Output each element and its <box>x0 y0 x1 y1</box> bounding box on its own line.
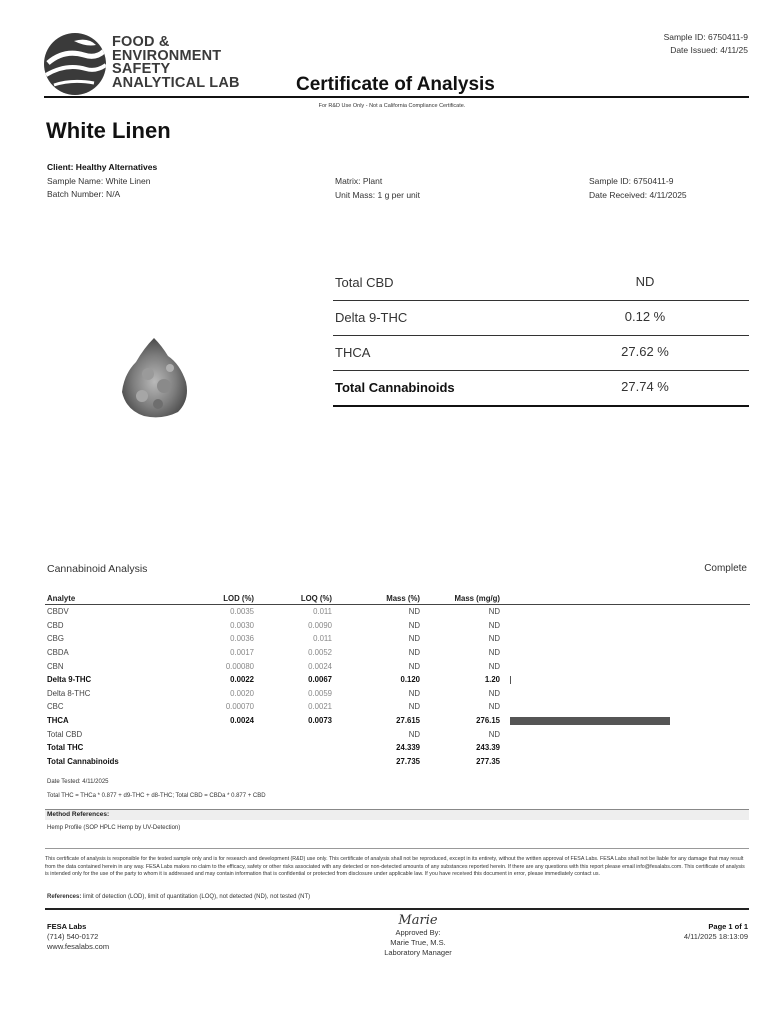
table-header-row: Analyte LOD (%) LOQ (%) Mass (%) Mass (mg/g) <box>45 592 750 605</box>
legal-divider <box>45 848 749 849</box>
table-row: CBDV 0.0035 0.011 ND ND <box>47 607 500 617</box>
header-divider <box>44 96 749 98</box>
table-row: CBC 0.00070 0.0021 ND ND <box>47 702 500 712</box>
summary-row: Delta 9-THC 0.12 % <box>333 301 749 336</box>
footer-approval: Marie Approved By: Marie True, M.S. Laboratory Manager <box>318 914 518 958</box>
header-sample-id: Sample ID: 6750411-9 <box>663 32 748 42</box>
footer-divider <box>45 908 749 910</box>
formula: Total THC = THCa * 0.877 + d9-THC + d8-THC; Total CBD = CBDa * 0.877 + CBD <box>47 793 266 799</box>
document-title: Certificate of Analysis <box>296 74 495 95</box>
matrix: Matrix: Plant <box>335 176 383 186</box>
signature: Marie <box>398 913 438 928</box>
batch-number: Batch Number: N/A <box>47 189 121 199</box>
table-row: CBDA 0.0017 0.0052 ND ND <box>47 648 500 658</box>
table-row: Total Cannabinoids 27.735 277.35 <box>47 756 500 766</box>
cannabinoid-table <box>45 592 750 768</box>
references: References: limit of detection (LOD), limit of quantitation (LOQ), not detected (ND), not tested (NT) <box>47 894 311 900</box>
mass-bar <box>510 717 670 725</box>
table-row: THCA 0.0024 0.0073 27.615 276.15 <box>45 714 750 728</box>
sample-title: White Linen <box>46 118 171 143</box>
sample-id: Sample ID: 6750411-9 <box>589 176 674 186</box>
footer-website: www.fesalabs.com <box>47 942 110 951</box>
sample-info-right <box>589 175 687 202</box>
analysis-status: Complete <box>704 563 747 574</box>
mass-bar <box>510 676 511 684</box>
footer-page-info <box>684 922 748 942</box>
disclaimer: For R&D Use Only - Not a California Compliance Certificate. <box>318 103 466 109</box>
table-row: Delta 8-THC 0.0020 0.0059 ND ND <box>47 688 500 698</box>
sample-info-middle <box>335 175 420 202</box>
summary-row: THCA 27.62 % <box>333 336 749 371</box>
table-row: Total CBD ND ND <box>47 729 500 739</box>
header-meta <box>664 31 748 57</box>
unit-mass: Unit Mass: 1 g per unit <box>335 189 421 200</box>
lab-logo-text: FOOD & ENVIRONMENT SAFETY ANALYTICAL LAB <box>112 34 240 91</box>
footer-timestamp: 4/11/2025 18:13:09 <box>683 932 748 941</box>
table-row: Delta 9-THC 0.0022 0.0067 0.120 1.20 <box>45 673 750 687</box>
summary-row: Total CBD ND <box>333 266 749 301</box>
potency-summary <box>333 266 749 407</box>
client: Client: Healthy Alternatives <box>47 162 158 172</box>
date-received: Date Received: 4/11/2025 <box>589 189 687 200</box>
sample-photo <box>118 334 194 425</box>
sample-name: Sample Name: White Linen <box>47 175 151 186</box>
table-row: CBG 0.0036 0.011 ND ND <box>47 634 500 644</box>
date-tested: Date Tested: 4/11/2025 <box>47 779 109 785</box>
page-number: Page 1 of 1 <box>708 922 748 931</box>
table-row: Total THC 24.339 243.39 <box>47 743 500 753</box>
lab-logo-icon <box>44 33 106 95</box>
footer-company: FESA Labs (714) 540-0172 www.fesalabs.com <box>47 922 110 951</box>
summary-row-total: Total Cannabinoids 27.74 % <box>333 371 749 407</box>
table-row: CBN 0.00080 0.0024 ND ND <box>47 661 500 671</box>
table-row: CBD 0.0030 0.0090 ND ND <box>47 620 500 630</box>
sample-info-left <box>47 161 157 202</box>
method-references-header: Method References: <box>45 809 749 820</box>
header-date-issued: Date Issued: 4/11/25 <box>670 45 748 55</box>
analysis-title: Cannabinoid Analysis <box>47 563 148 575</box>
legal-text: This certificate of analysis is responsible for the tested sample only and is for research and development (R&D) use only. This certificate of analysis shall not be reproduced, except in its entirety, without the written approval of FESA Labs. FESA Labs shall not be liable for any damage that may result from the data contained herein in any way. FESA Labs makes no claim to the efficacy, safety or other risks associated with any detected or non-detected amounts of any substances reported herein. If there are any questions with this report please email info@fesalabs.com. This certificate of analysis is intended only for the use of the party to whom it is addressed and may contain information that is confidential or protected from disclosure under applicable law. If you have received this document in error, please immediately contact us. <box>45 856 745 877</box>
method-references-text: Hemp Profile (SOP HPLC Hemp by UV-Detection) <box>47 825 181 831</box>
